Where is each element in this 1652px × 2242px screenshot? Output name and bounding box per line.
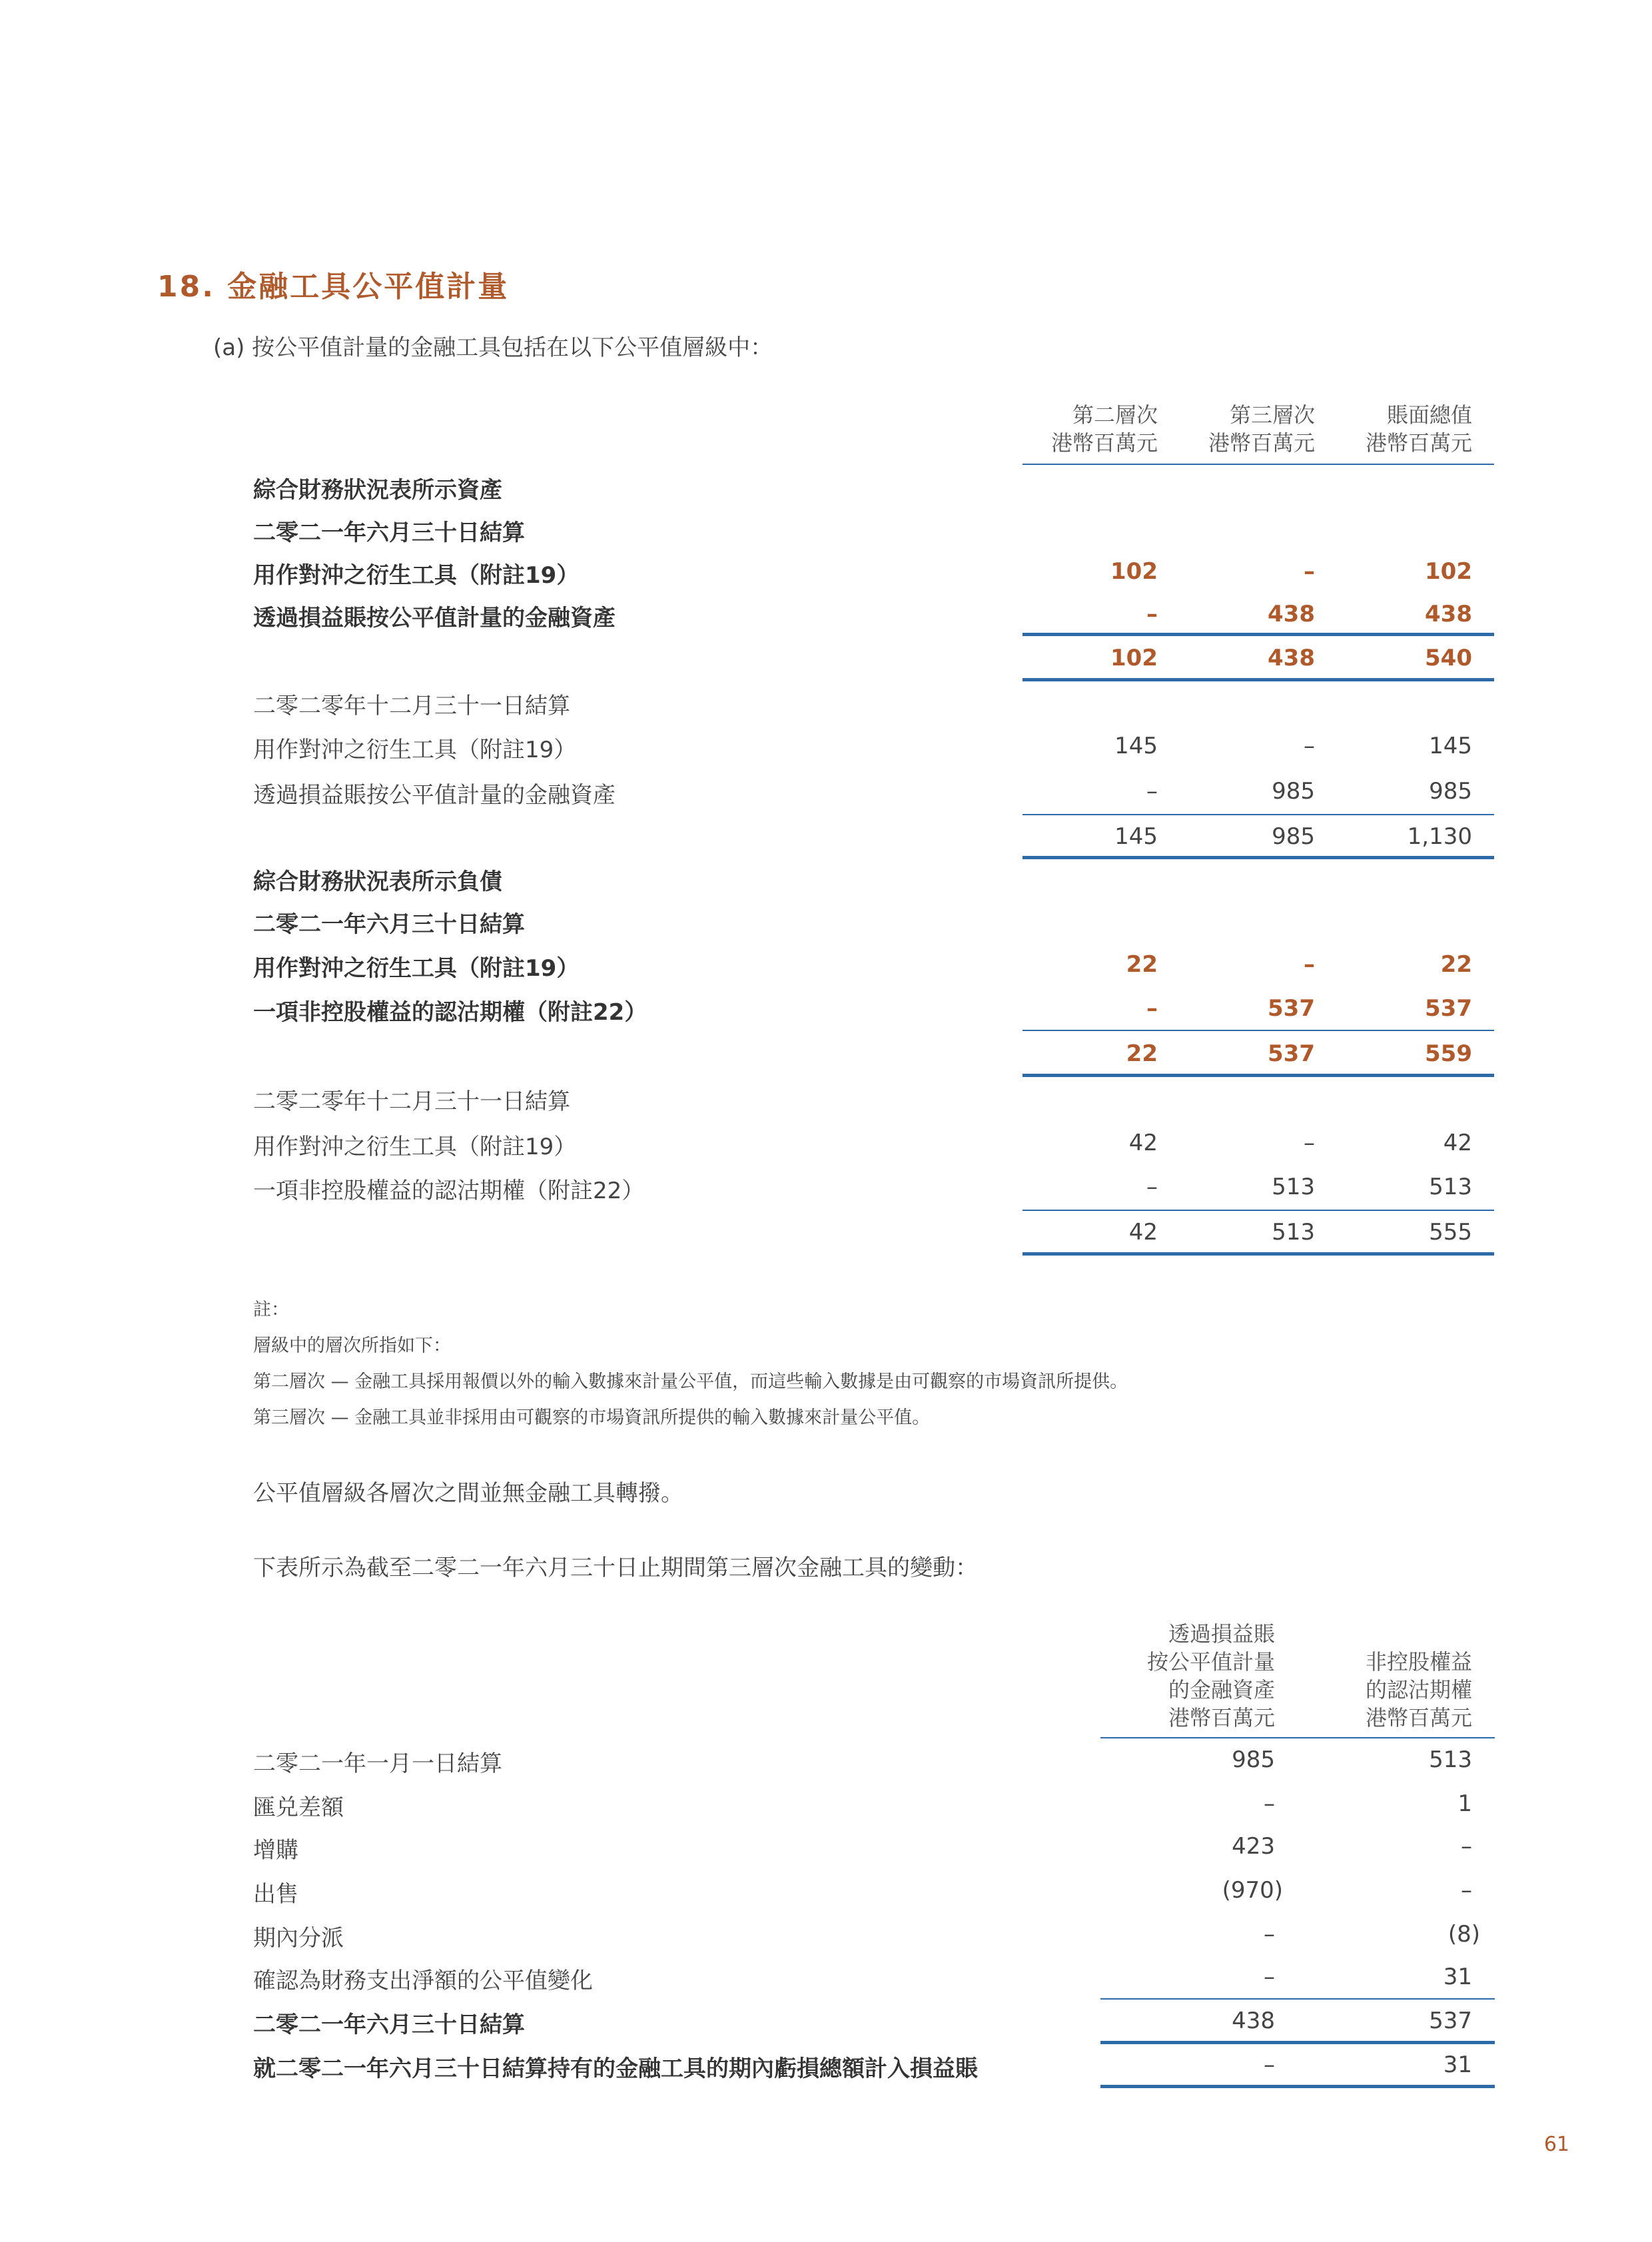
notes-line: 第三層次 — 金融工具並非採用由可觀察的市場資訊所提供的輸入數據來計量公平值。 — [253, 1407, 931, 1428]
table-total-cell: 438 — [1232, 2008, 1275, 2034]
table-cell: – — [1264, 1964, 1275, 1990]
table-rule — [1023, 633, 1494, 636]
table-rule — [1023, 678, 1494, 681]
table-row-label: 用作對沖之衍生工具（附註19） — [253, 737, 577, 763]
notes-title: 註： — [253, 1300, 289, 1320]
table-cell: 985 — [1272, 778, 1315, 805]
table-rule — [1023, 1252, 1494, 1256]
table-total-cell: 555 — [1429, 1219, 1472, 1246]
table-total-cell: 985 — [1272, 823, 1315, 850]
table-rule — [1023, 856, 1494, 859]
table2-header-rule — [1100, 1737, 1495, 1738]
table-row-label: 增購 — [253, 1837, 298, 1864]
table-cell: 42 — [1443, 1130, 1472, 1156]
table-cell: (8) — [1447, 1921, 1480, 1948]
assets-2020-date: 二零二零年十二月三十一日結算 — [253, 693, 570, 719]
table-total-cell: 513 — [1272, 1219, 1315, 1246]
table-row-label: 用作對沖之衍生工具（附註19） — [253, 955, 580, 982]
table-cell: – — [1146, 601, 1158, 627]
table1-header-level3: 第三層次 港幣百萬元 — [1208, 402, 1315, 456]
assets-2021-date: 二零二一年六月三十日結算 — [253, 520, 525, 546]
table-row-label: 一項非控股權益的認沽期權（附註22） — [253, 1178, 645, 1204]
table2-header-put-option: 非控股權益 的認沽期權 港幣百萬元 — [1365, 1649, 1472, 1730]
liabilities-title: 綜合財務狀況表所示負債 — [253, 869, 502, 895]
table-rule — [1023, 814, 1494, 815]
table-total-cell: 145 — [1114, 823, 1158, 850]
table-cell: 22 — [1440, 951, 1472, 978]
table-row-label: 用作對沖之衍生工具（附註19） — [253, 1134, 577, 1160]
table-cell: 513 — [1429, 1174, 1472, 1200]
table-cell: 537 — [1268, 995, 1315, 1022]
table-cell: 985 — [1232, 1746, 1275, 1773]
table2-header-fvtpl: 透過損益賬 按公平值計量 的金融資產 港幣百萬元 — [1146, 1621, 1275, 1730]
table-cell: – — [1304, 951, 1315, 978]
table-total-label: 二零二一年六月三十日結算 — [253, 2012, 525, 2038]
table-rule — [1100, 2085, 1495, 2088]
table-cell: 513 — [1429, 1746, 1472, 1773]
table-total-cell: 537 — [1268, 1040, 1315, 1067]
table-cell: 22 — [1126, 951, 1158, 978]
paragraph: 下表所示為截至二零二一年六月三十日止期間第三層次金融工具的變動： — [253, 1555, 978, 1581]
table-rule — [1023, 1074, 1494, 1077]
table-row-label: 匯兑差額 — [253, 1794, 344, 1821]
section-subheading: (a) 按公平值計量的金融工具包括在以下公平值層級中： — [213, 334, 773, 361]
table-cell: – — [1461, 1877, 1472, 1904]
table-cell: – — [1304, 1130, 1315, 1156]
table-cell: 438 — [1268, 601, 1315, 627]
table-cell: – — [1264, 1921, 1275, 1948]
table1-header-total: 賬面總值 港幣百萬元 — [1365, 402, 1472, 456]
table-cell: – — [1304, 733, 1315, 759]
table-cell: 42 — [1128, 1130, 1158, 1156]
table-cell: – — [1146, 995, 1158, 1022]
notes-line: 層級中的層次所指如下： — [253, 1335, 451, 1356]
table-cell: 537 — [1425, 995, 1472, 1022]
table-total-cell: 559 — [1425, 1040, 1472, 1067]
liab-2021-date: 二零二一年六月三十日結算 — [253, 911, 525, 938]
table-rule — [1100, 2041, 1495, 2044]
table1-header-level2: 第二層次 港幣百萬元 — [1050, 402, 1158, 456]
table-row-label: 期內分派 — [253, 1925, 344, 1952]
table-total-cell: 540 — [1425, 645, 1472, 671]
table-cell: 985 — [1429, 778, 1472, 805]
table-total-cell: 537 — [1429, 2008, 1472, 2034]
table-total-cell: 22 — [1126, 1040, 1158, 1067]
page-number: 61 — [1543, 2133, 1569, 2156]
table-row-label: 透過損益賬按公平值計量的金融資產 — [253, 605, 616, 631]
table1-header-rule — [1023, 464, 1494, 465]
table-row-label: 二零二一年一月一日結算 — [253, 1750, 502, 1777]
table-cell: 102 — [1425, 558, 1472, 585]
table-cell: 513 — [1272, 1174, 1315, 1200]
table-total-cell: 42 — [1128, 1219, 1158, 1246]
section-heading: 18. 金融工具公平值計量 — [157, 270, 510, 304]
liab-2020-date: 二零二零年十二月三十一日結算 — [253, 1088, 570, 1115]
table-cell: – — [1264, 1790, 1275, 1817]
table-rule — [1023, 1210, 1494, 1211]
notes-line: 第二層次 — 金融工具採用報價以外的輸入數據來計量公平值，而這些輸入數據是由可觀察的市場資訊所提供。 — [253, 1371, 1128, 1392]
paragraph: 公平值層級各層次之間並無金融工具轉撥。 — [253, 1480, 683, 1507]
table-cell: 31 — [1443, 2052, 1472, 2078]
table-cell: 438 — [1425, 601, 1472, 627]
table-cell: – — [1264, 2052, 1275, 2078]
assets-title: 綜合財務狀況表所示資產 — [253, 477, 502, 504]
table-cell: 145 — [1429, 733, 1472, 759]
table-cell: 1 — [1457, 1790, 1472, 1817]
table-cell: 31 — [1443, 1964, 1472, 1990]
table-cell: (970) — [1222, 1877, 1283, 1904]
table-cell: – — [1304, 558, 1315, 585]
table-cell: 102 — [1110, 558, 1158, 585]
table-cell: 145 — [1114, 733, 1158, 759]
table-cell: – — [1146, 778, 1158, 805]
table-row-label: 一項非控股權益的認沽期權（附註22） — [253, 999, 647, 1026]
table-row-label: 用作對沖之衍生工具（附註19） — [253, 562, 580, 589]
table-total-cell: 1,130 — [1407, 823, 1472, 850]
table-rule — [1100, 1998, 1495, 2000]
table-row-label: 就二零二一年六月三十日結算持有的金融工具的期內虧損總額計入損益賬 — [253, 2055, 978, 2082]
table-total-cell: 102 — [1110, 645, 1158, 671]
table-rule — [1023, 1030, 1494, 1031]
table-cell: – — [1146, 1174, 1158, 1200]
table-row-label: 透過損益賬按公平值計量的金融資產 — [253, 782, 616, 809]
table-total-cell: 438 — [1268, 645, 1315, 671]
table-row-label: 出售 — [253, 1881, 298, 1908]
table-cell: – — [1461, 1833, 1472, 1860]
table-cell: 423 — [1232, 1833, 1275, 1860]
table-row-label: 確認為財務支出淨額的公平值變化 — [253, 1968, 593, 1994]
